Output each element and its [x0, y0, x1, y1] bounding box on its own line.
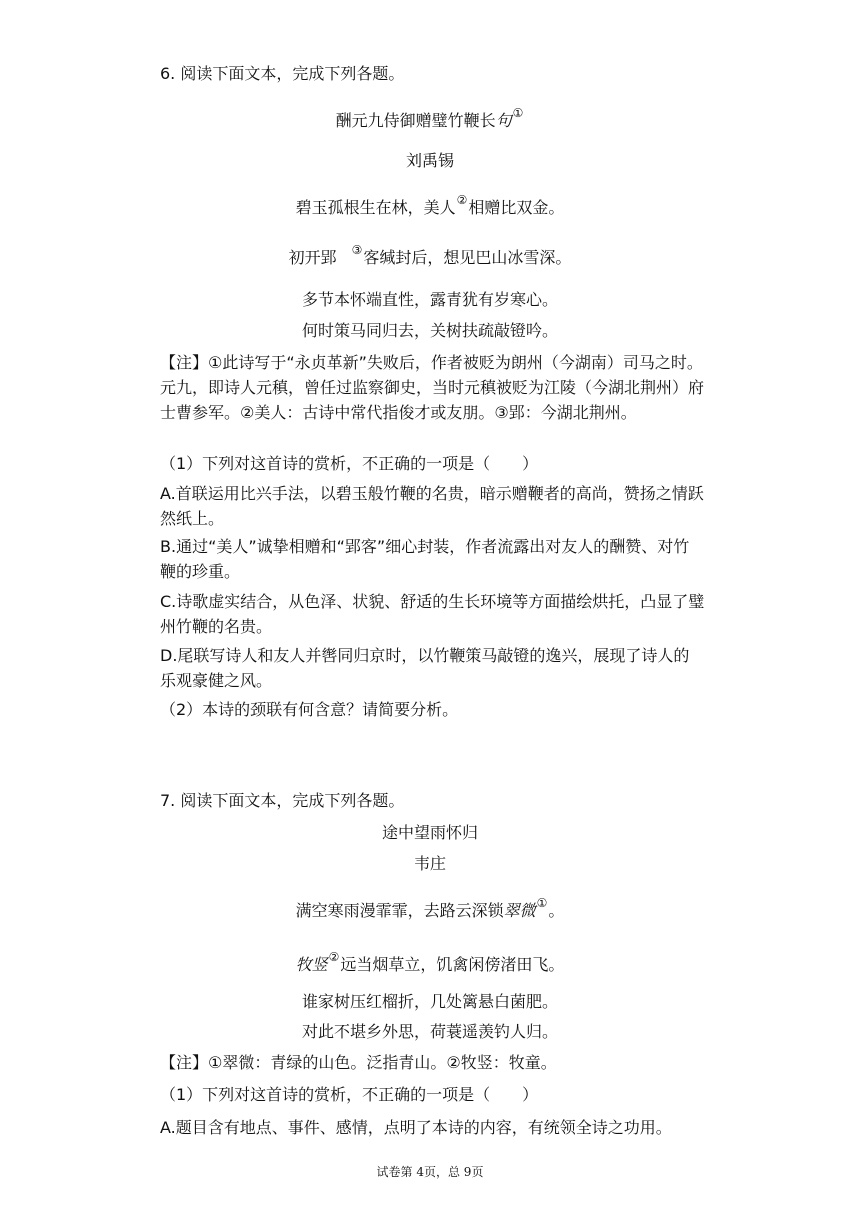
footnote-marker: ① [512, 106, 524, 120]
q7-poem-author: 韦庄 [413, 854, 446, 873]
q7-poem-line1-italic: 翠微 [503, 901, 536, 920]
q7-poem-line [0, 950, 860, 977]
q7-poem-line1-b: 。 [548, 901, 565, 920]
q7-poem-line1-a: 满空寒雨漫霏霏，去路云深锁 [295, 901, 504, 920]
q6-poem-line1-b: 相赠比双金。 [468, 198, 565, 217]
q6-poem-title-italic: 句 [495, 111, 512, 130]
q7-poem-line [0, 896, 860, 923]
q6-poem-author: 刘禹锡 [405, 151, 454, 170]
q6-option-c: C.诗歌虚实结合，从色泽、状貌、舒适的生长环境等方面描绘烘托，凸显了璧州竹鞭的名贵。 [160, 592, 705, 636]
q6-poem-line: 多节本怀端直性，露青犹有岁寒心。 [301, 290, 558, 309]
q6-poem-title-text: 酬元九侍御赠璧竹鞭长 [335, 111, 496, 130]
q6-subquestion-2: （2）本诗的颈联有何含意？请简要分析。 [160, 700, 459, 719]
q6-option-a: A.首联运用比兴手法，以碧玉般竹鞭的名贵，暗示赠鞭者的高尚，赞扬之情跃然纸上。 [160, 484, 704, 528]
q6-subquestion-1: （1）下列对这首诗的赏析，不正确的一项是（ ） [160, 454, 539, 473]
q6-poem-line [0, 243, 860, 270]
footnote-marker: ② [456, 193, 468, 207]
q6-poem-line [0, 193, 860, 220]
q7-note: 【注】①翠微：青绿的山色。泛指青山。②牧竖：牧童。 [160, 1053, 557, 1072]
q6-poem-title [0, 106, 860, 133]
q6-poem-line2-b: 客缄封后，想见巴山冰雪深。 [363, 248, 572, 267]
q7-poem-line2-b: 远当烟草立，饥禽闲傍渚田飞。 [340, 955, 565, 974]
footnote-marker: ② [328, 950, 340, 964]
q7-poem-title: 途中望雨怀归 [381, 823, 478, 842]
q6-poem-line: 何时策马同归去，关树扶疏敲镫吟。 [301, 321, 558, 340]
q7-intro: 7. 阅读下面文本，完成下列各题。 [160, 791, 405, 810]
q6-option-b: B.通过“美人”诚挚相赠和“郢客”细心封装，作者流露出对友人的酬赞、对竹鞭的珍重。 [160, 537, 690, 581]
q7-option-a: A.题目含有地点、事件、感情，点明了本诗的内容，有统领全诗之功用。 [160, 1118, 672, 1137]
q7-poem-line: 对此不堪乡外思，荷蓑遥羡钓人归。 [301, 1022, 558, 1041]
q6-poem-line1-a: 碧玉孤根生在林，美人 [295, 198, 456, 217]
q7-poem-line2-italic: 牧竖 [295, 955, 328, 974]
q6-option-d: D.尾联写诗人和友人并辔同归京时，以竹鞭策马敲镫的逸兴，展现了诗人的乐观豪健之风。 [160, 646, 690, 690]
q7-poem-line: 谁家树压红榴折，几处篱悬白菌肥。 [301, 992, 558, 1011]
footnote-marker: ③ [351, 243, 363, 257]
page-footer: 试卷第 4页，总 9页 [376, 1165, 484, 1179]
q6-poem-line2-a: 初开郢 [288, 248, 337, 267]
q6-intro: 6. 阅读下面文本，完成下列各题。 [160, 64, 405, 83]
footnote-marker: ① [536, 896, 548, 910]
q7-subquestion-1: （1）下列对这首诗的赏析，不正确的一项是（ ） [160, 1085, 539, 1104]
q6-note: 【注】①此诗写于“永贞革新”失败后，作者被贬为朗州（今湖南）司马之时。元九，即诗人元稹，曾任过监察御史，当时元稹被贬为江陵（今湖北荆州）府士曹参军。②美人：古诗中常代指俊才或友朋。③郢：今湖北荆州。 [160, 353, 705, 422]
